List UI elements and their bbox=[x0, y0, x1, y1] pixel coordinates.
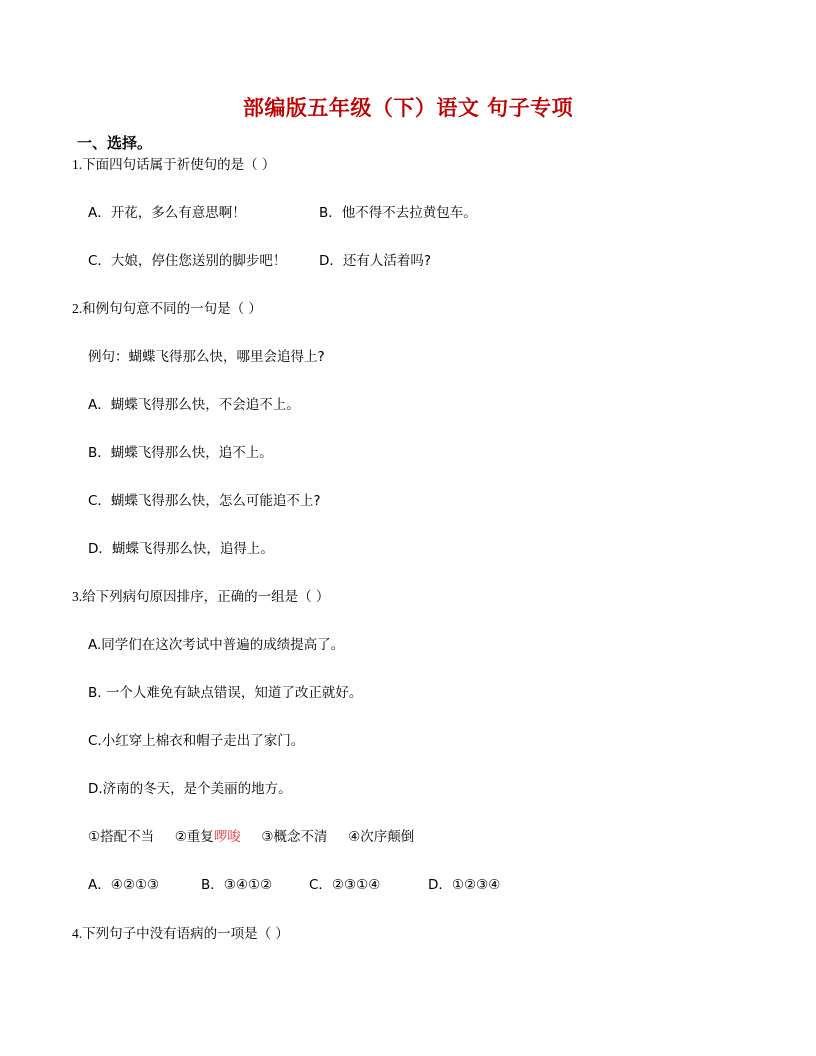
question-number: 2. bbox=[72, 301, 83, 316]
q1-option-d: D．还有人活着吗? bbox=[319, 253, 432, 269]
q3-choice-b: B．③④①② bbox=[201, 877, 273, 893]
q1-option-c: C．大娘，停住您送别的脚步吧！ bbox=[88, 253, 287, 269]
reason-4: ④次序颠倒 bbox=[348, 829, 415, 845]
q1-option-b: B．他不得不去拉黄包车。 bbox=[319, 205, 477, 221]
q3-sentence-a: A.同学们在这次考试中普遍的成绩提高了。 bbox=[88, 637, 345, 653]
q2-option-d: D．蝴蝶飞得那么快，追得上。 bbox=[88, 541, 274, 557]
question-4 bbox=[72, 925, 289, 943]
question-text: 和例句句意不同的一句是（ ） bbox=[82, 301, 262, 317]
q3-choice-c: C．②③①④ bbox=[309, 877, 381, 893]
question-2 bbox=[72, 300, 262, 318]
q3-choice-a: A．④②①③ bbox=[88, 877, 160, 893]
q3-choice-d: D．①②③④ bbox=[428, 877, 501, 893]
q2-option-c: C．蝴蝶飞得那么快，怎么可能追不上? bbox=[88, 493, 321, 509]
question-number: 1. bbox=[72, 157, 83, 172]
q1-option-a: A．开花，多么有意思啊！ bbox=[88, 205, 246, 221]
q2-example: 例句：蝴蝶飞得那么快，哪里会追得上? bbox=[88, 349, 325, 365]
question-number: 4. bbox=[72, 926, 83, 941]
reason-2: ②重复啰唆 bbox=[174, 829, 241, 845]
question-number: 3. bbox=[72, 589, 83, 604]
section-heading: 一、选择。 bbox=[77, 134, 153, 152]
page-title: 部编版五年级（下）语文 句子专项 bbox=[242, 96, 574, 120]
q2-option-b: B．蝴蝶飞得那么快，追不上。 bbox=[88, 445, 273, 461]
q3-sentence-b: B. 一个人难免有缺点错误，知道了改正就好。 bbox=[88, 685, 363, 701]
reason-2-highlight: 啰唆 bbox=[213, 829, 241, 845]
q2-option-a: A．蝴蝶飞得那么快，不会追不上。 bbox=[88, 397, 300, 413]
question-text: 给下列病句原因排序，正确的一组是（ ） bbox=[82, 589, 330, 605]
question-3 bbox=[72, 588, 329, 606]
q3-sentence-c: C.小红穿上棉衣和帽子走出了家门。 bbox=[88, 733, 305, 749]
q3-sentence-d: D.济南的冬天，是个美丽的地方。 bbox=[88, 781, 292, 797]
reason-1: ①搭配不当 bbox=[88, 829, 155, 845]
q3-reasons bbox=[88, 828, 414, 846]
reason-3: ③概念不清 bbox=[261, 829, 328, 845]
question-1 bbox=[72, 156, 275, 174]
question-text: 下面四句话属于祈使句的是（ ） bbox=[82, 157, 276, 173]
question-text: 下列句子中没有语病的一项是（ ） bbox=[82, 926, 289, 942]
